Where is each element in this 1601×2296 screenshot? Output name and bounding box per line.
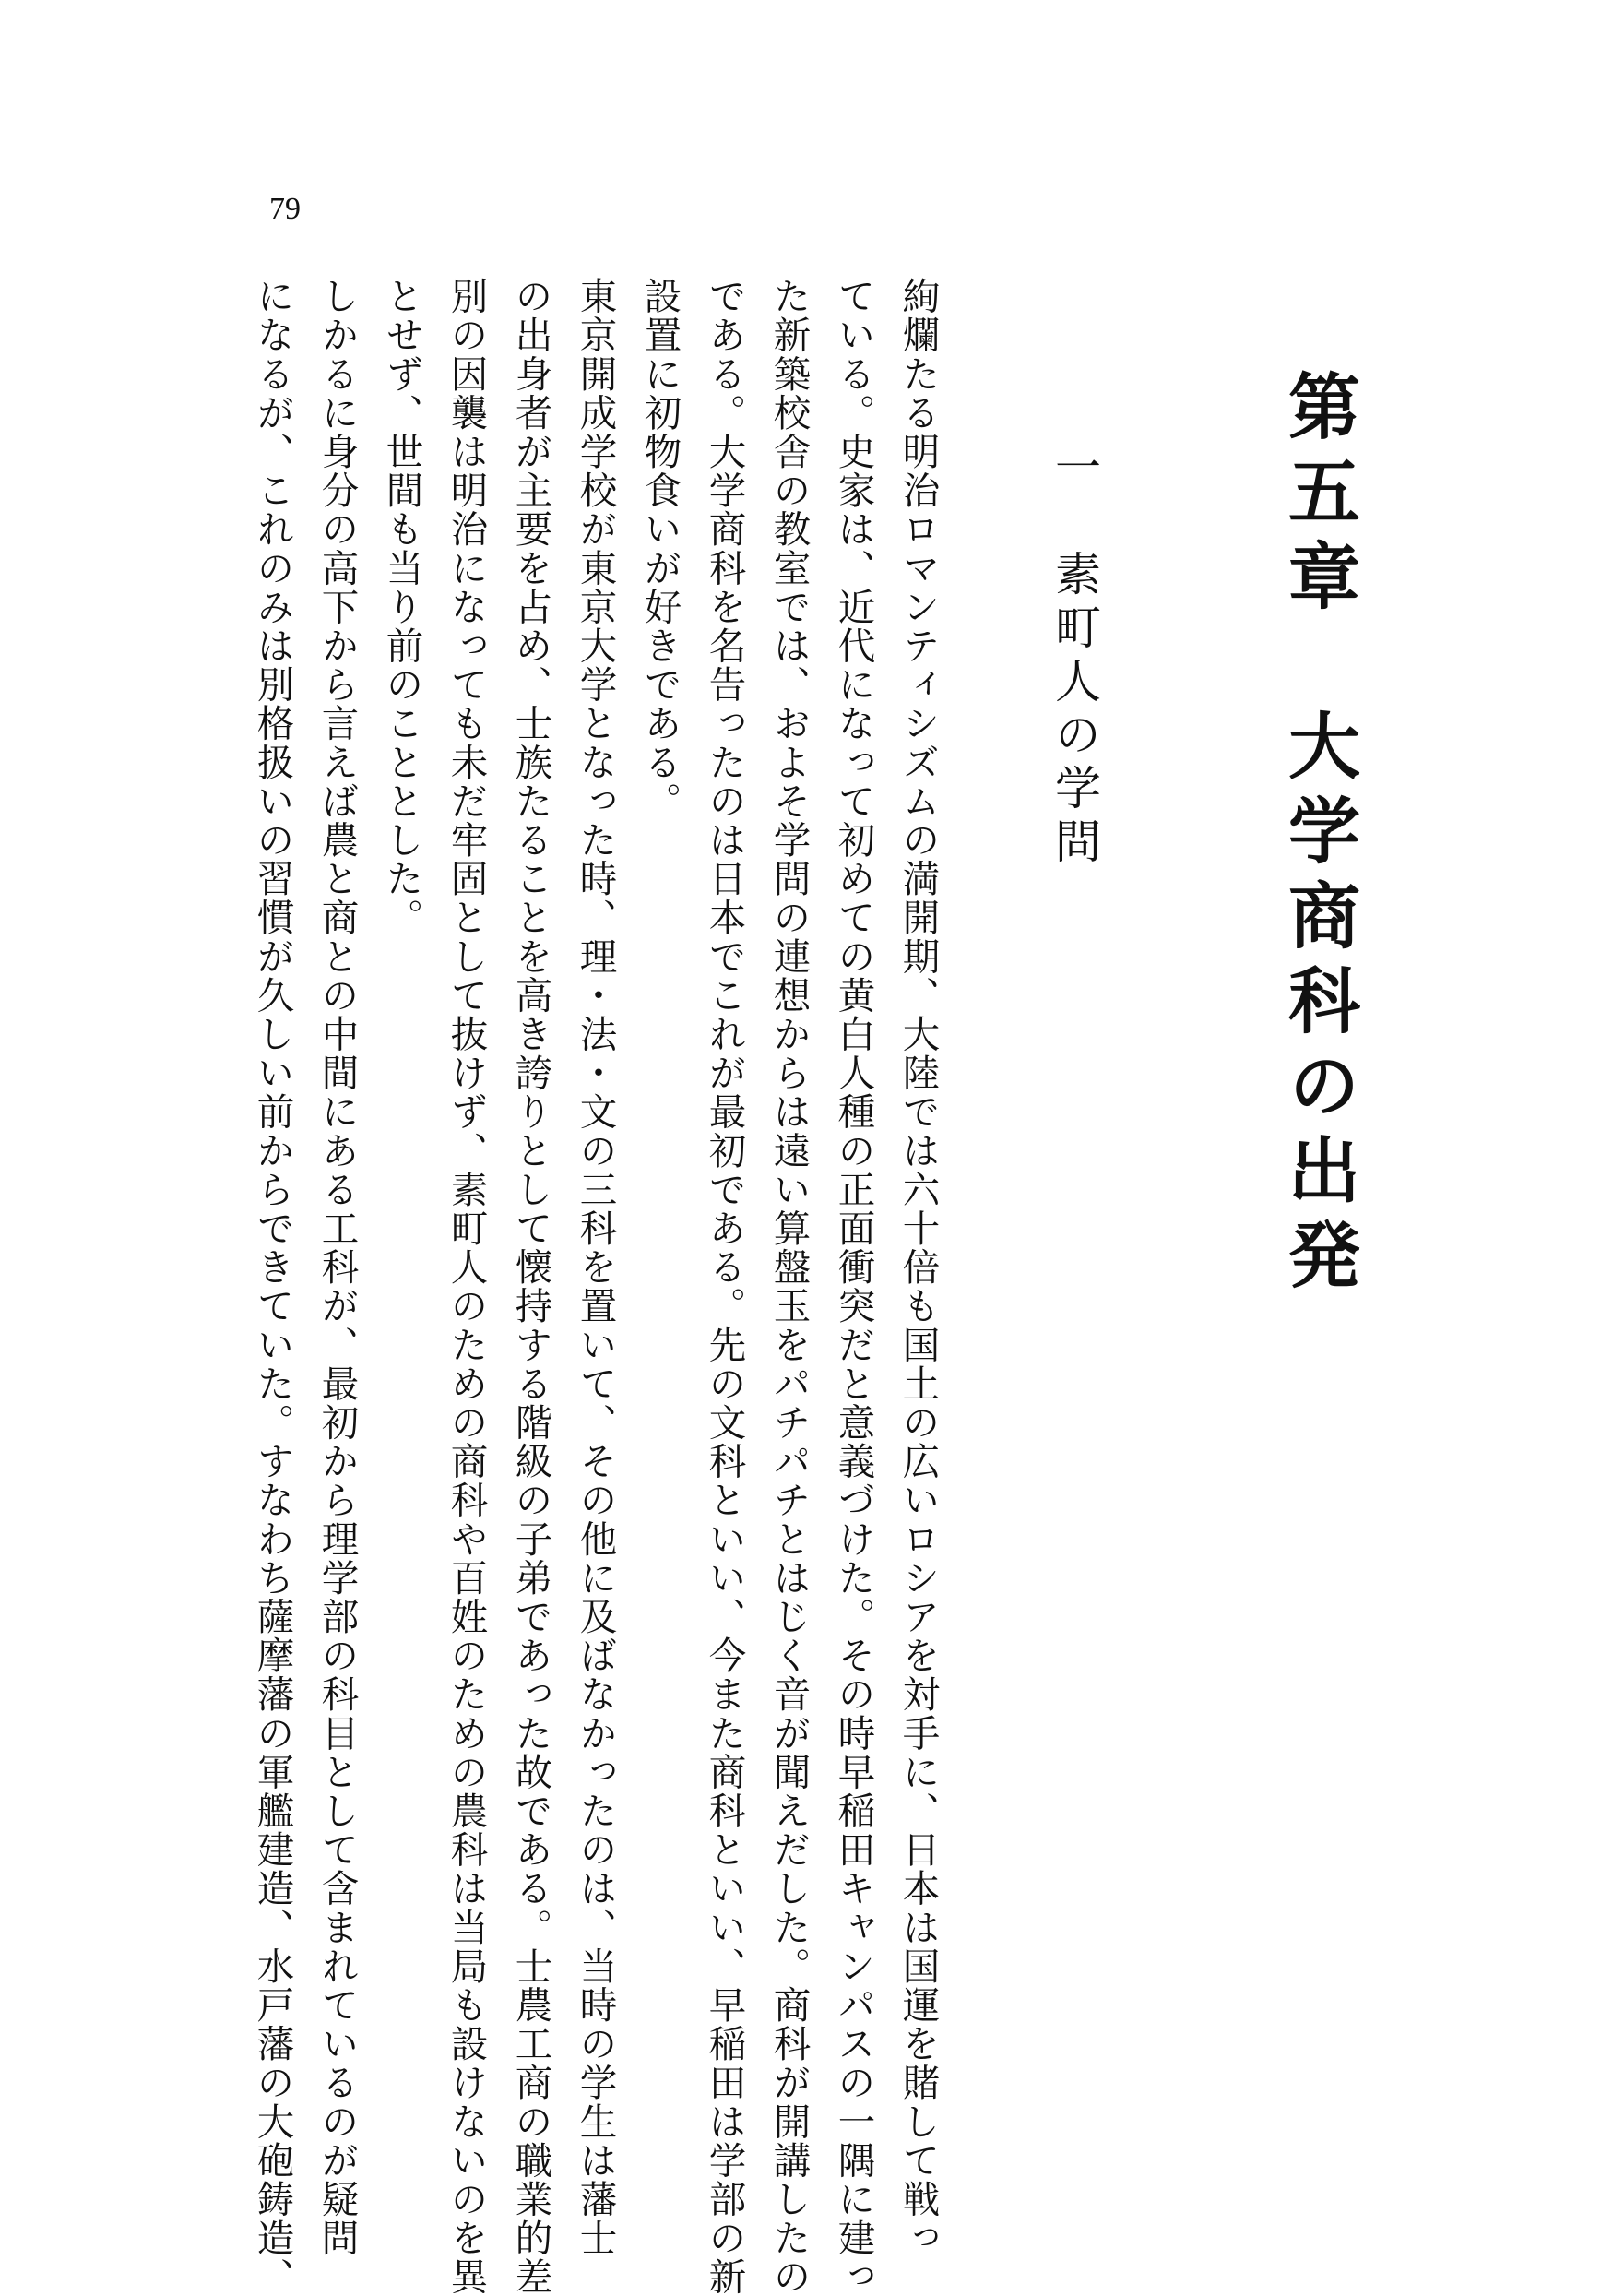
chapter-title: 第五章 大学商科の出発	[1276, 369, 1360, 1303]
text-line: 絢爛たる明治ロマンティシズムの満開期、大陸では六十倍も国土の広いロシアを対手に、日本は国運を賭して戦っ	[895, 277, 941, 2258]
text-line: 東京開成学校が東京大学となった時、理・法・文の三科を置いて、その他に及ばなかったのは、当時の学生は藩士	[573, 277, 618, 2258]
page-number: 79	[269, 192, 301, 226]
text-line: の出身者が主要を占め、士族たることを高き誇りとして懐持する階級の子弟であった故である。士農工商の職業的差	[508, 277, 553, 2296]
text-line: になるが、これのみは別格扱いの習慣が久しい前からできていた。すなわち薩摩藩の軍艦建造、水戸藩の大砲鋳造、	[250, 277, 295, 2296]
text-line: ている。史家は、近代になって初めての黄白人種の正面衝突だと意義づけた。その時早稲田キャンパスの一隅に建っ	[831, 277, 876, 2296]
text-line: 別の因襲は明治になっても未だ牢固として抜けず、素町人のための商科や百姓のための農科は当局も設けないのを異	[444, 277, 489, 2296]
text-line: である。大学商科を名告ったのは日本でこれが最初である。先の文科といい、今また商科といい、早稲田は学部の新	[702, 277, 747, 2296]
text-line: 設置に初物食いが好きである。	[637, 277, 682, 821]
section-title: 一 素町人の学問	[1048, 443, 1101, 871]
text-line: しかるに身分の高下から言えば農と商との中間にある工科が、最初から理学部の科目として含まれているのが疑問	[314, 277, 360, 2258]
text-line: とせず、世間も当り前のこととした。	[379, 277, 424, 937]
text-line: た新築校舎の教室では、およそ学問の連想からは遠い算盤玉をパチパチとはじく音が聞えだした。商科が開講したの	[766, 277, 812, 2296]
